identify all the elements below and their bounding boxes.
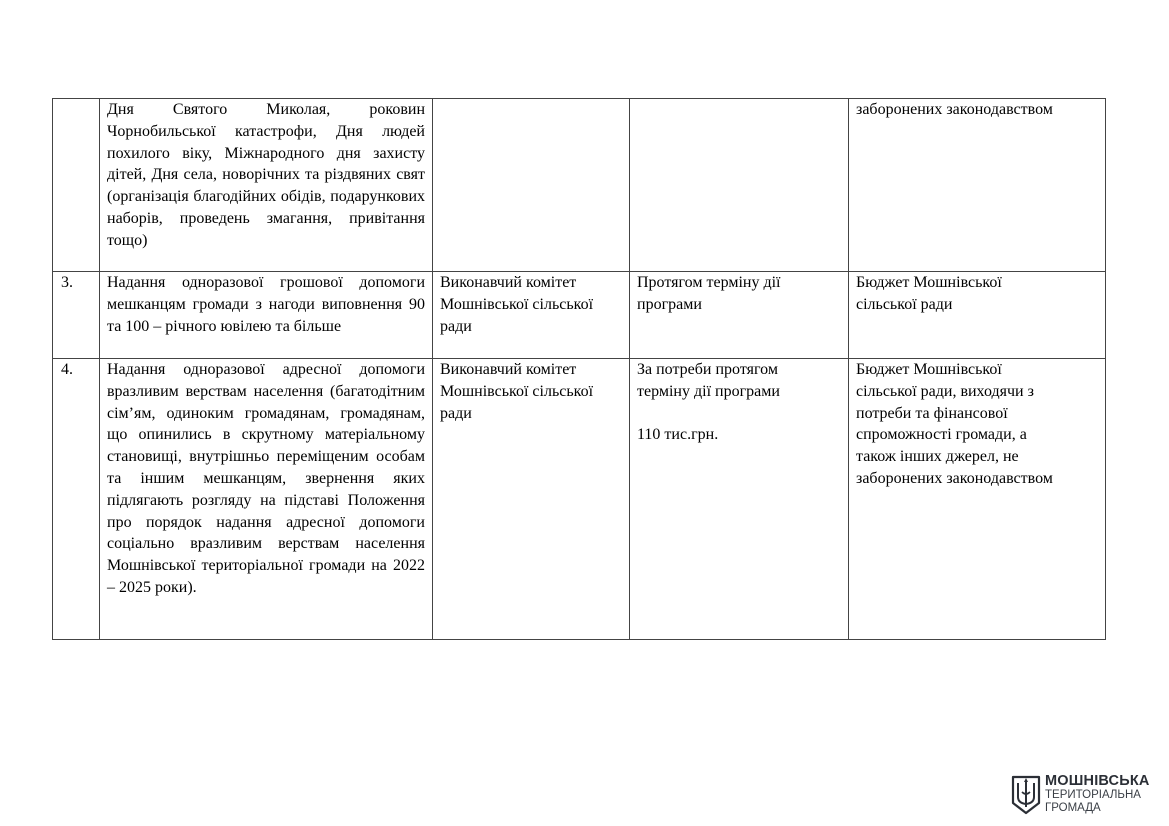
program-measures-table — [52, 98, 1106, 640]
executor-cell — [433, 272, 630, 359]
funding-line: також інших джерел, не — [856, 448, 1019, 466]
term-amount: 110 тис.грн. — [637, 426, 719, 444]
funding-line: заборонених законодавством — [856, 469, 1053, 487]
row-number-cell: 3. — [53, 272, 100, 359]
measure-description-cell: Надання одноразової грошової допомоги мешканцям громади з нагоди виповнення 90 та 100 – річного ювілею та більше — [100, 272, 433, 359]
measure-description-cell: Дня Святого Миколая, роковин Чорнобильської катастрофи, Дня людей похилого віку, Міжнародного дня захисту дітей, Дня села, новорічних та різдвяних свят (організація благодійних обідів, подарункових наборів, проведень змагання, привітання тощо) — [100, 99, 433, 272]
row-number-cell — [53, 99, 100, 272]
term-cell — [630, 272, 849, 359]
term-line: програми — [637, 295, 702, 313]
row-number-cell: 4. — [53, 359, 100, 640]
funding-line: Бюджет Мошнівської — [856, 274, 1002, 291]
term-line: За потреби протягом — [637, 361, 778, 378]
measure-description-cell: Надання одноразової адресної допомоги вразливим верствам населення (багатодітним сім’ям, одиноким громадянам, громадянам, що опинились в скрутному матеріальному становищі, внутрішньо переміщеним особам та іншим мешканцям, звернення яких підлягають розгляду на підставі Положення про порядок надання адресної допомоги соціально вразливим верствам населення Мошнівської територіальної громади на 2022 – 2025 роки). — [100, 359, 433, 640]
funding-line: потреби та фінансової — [856, 404, 1008, 422]
trident-emblem-icon — [1011, 775, 1041, 815]
term-line: терміну дії програми — [637, 382, 780, 400]
logo-subtitle: ГРОМАДА — [1045, 801, 1101, 814]
executor-cell — [433, 99, 630, 272]
executor-line: Виконавчий комітет — [440, 361, 577, 378]
funding-source-cell — [849, 272, 1106, 359]
funding-line: сільської ради — [856, 295, 953, 313]
term-cell — [630, 359, 849, 640]
table-row — [53, 99, 1106, 272]
executor-line: Мошнівської сільської — [440, 382, 594, 400]
logo-text — [1045, 773, 1150, 814]
logo-subtitle: ТЕРИТОРІАЛЬНА — [1045, 789, 1141, 801]
funding-line: Бюджет Мошнівської — [856, 361, 1002, 378]
term-spacer — [637, 403, 841, 425]
executor-line: ради — [440, 404, 472, 422]
funding-source-cell — [849, 359, 1106, 640]
funding-source-cell: заборонених законодавством — [849, 99, 1106, 272]
term-line: Протягом терміну дії — [637, 274, 781, 291]
funding-line: сільської ради, виходячи з — [856, 382, 1034, 400]
executor-line: Виконавчий комітет — [440, 274, 577, 291]
table-row — [53, 272, 1106, 359]
executor-line: Мошнівської сільської — [440, 295, 594, 313]
community-logo — [1011, 773, 1156, 817]
term-cell — [630, 99, 849, 272]
executor-cell — [433, 359, 630, 640]
logo-title: МОШНІВСЬКА — [1045, 773, 1150, 789]
executor-line: ради — [440, 317, 472, 335]
table-row — [53, 359, 1106, 640]
funding-line: спроможності громади, а — [856, 426, 1027, 444]
